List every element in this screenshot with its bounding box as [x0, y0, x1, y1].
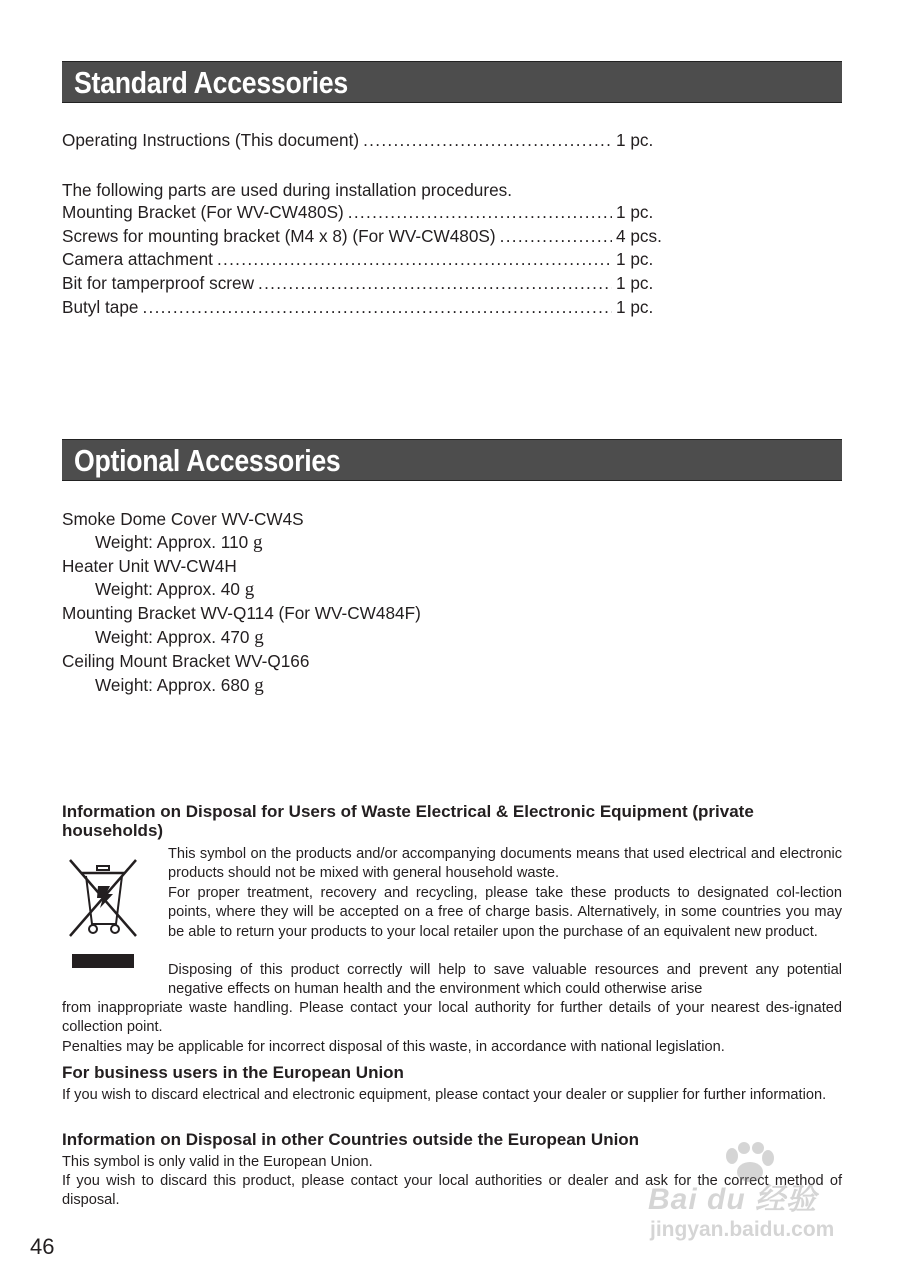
accessory-row [62, 249, 668, 271]
accessory-row [62, 273, 668, 295]
weight-value: Weight: Approx. 110 [95, 532, 249, 552]
accessory-qty: 1 pc. [616, 297, 654, 317]
optional-item-name: Heater Unit WV-CW4H [62, 556, 237, 576]
disposal-heading: Information on Disposal for Users of Waste Electrical & Electronic Equipment (private households) [62, 802, 754, 840]
disposal-paragraph-penalties: Penalties may be applicable for incorrect disposal of this waste, in accordance with national legislation. [62, 1039, 725, 1055]
optional-accessories-title: Optional Accessories [74, 443, 341, 478]
disposal-paragraph-symbol: This symbol on the products and/or accompanying documents means that used electrical and electronic products should not be mixed with general household waste. [168, 846, 842, 882]
accessory-row [62, 202, 668, 224]
disposal-paragraph-resources-cont: from inappropriate waste handling. Please contact your local authority for further details of your nearest des-ignated collection point. [62, 1000, 842, 1036]
accessory-name: Operating Instructions (This document) [62, 130, 360, 150]
other-countries-text-2: If you wish to discard this product, please contact your local authorities or dealer and ask for the correct method of disposal. [62, 1173, 842, 1209]
business-users-text: If you wish to discard electrical and electronic equipment, please contact your dealer or supplier for further information. [62, 1087, 827, 1103]
accessory-qty: 1 pc. [616, 249, 654, 269]
standard-accessories-header [62, 61, 842, 103]
accessory-name: Bit for tamperproof screw [62, 273, 254, 293]
other-countries-text-1: This symbol is only valid in the European Union. [62, 1154, 373, 1170]
standard-accessories-title: Standard Accessories [74, 65, 348, 100]
optional-item-weight [95, 579, 254, 601]
optional-item-name: Mounting Bracket WV-Q114 (For WV-CW484F) [62, 603, 421, 623]
optional-item-weight [95, 675, 264, 697]
disposal-paragraph-treatment: For proper treatment, recovery and recycling, please take these products to designated col-lection points, where they will be accepted on a free of charge basis. Alternatively, in some countries you may be able to return your products to your local retailer upon the purchase of an equivalent new product. [168, 885, 842, 940]
optional-item-weight [95, 627, 264, 649]
accessory-name: Butyl tape [62, 297, 139, 317]
page-number: 46 [30, 1234, 55, 1259]
watermark-logo: Bai du 经验 [648, 1183, 818, 1216]
leader-dots [258, 273, 612, 294]
accessory-row [62, 297, 668, 319]
leader-dots [348, 202, 612, 223]
weight-unit: g [254, 675, 264, 696]
weight-unit: g [254, 627, 264, 648]
optional-item-name: Smoke Dome Cover WV-CW4S [62, 509, 304, 529]
accessory-row [62, 226, 668, 248]
accessory-name: Mounting Bracket (For WV-CW480S) [62, 202, 344, 222]
business-users-heading: For business users in the European Union [62, 1063, 404, 1082]
accessory-row-instructions [62, 130, 668, 152]
other-countries-heading: Information on Disposal in other Countries outside the European Union [62, 1130, 640, 1149]
optional-item-weight [95, 532, 262, 554]
weight-value: Weight: Approx. 40 [95, 579, 240, 599]
accessory-name: Camera attachment [62, 249, 213, 269]
optional-item-name: Ceiling Mount Bracket WV-Q166 [62, 651, 310, 671]
weight-value: Weight: Approx. 470 [95, 627, 250, 647]
weight-unit: g [252, 532, 263, 553]
leader-dots [363, 130, 612, 151]
leader-dots [500, 226, 612, 247]
leader-dots [217, 249, 612, 270]
accessory-qty: 1 pc. [616, 273, 654, 293]
disposal-paragraph-resources: Disposing of this product correctly will help to save valuable resources and prevent any potential negative effects on human health and the environment which could otherwise arise [168, 962, 842, 998]
installation-intro: The following parts are used during installation procedures. [62, 180, 512, 200]
accessory-qty: 1 pc. [616, 130, 654, 150]
leader-dots [142, 297, 612, 318]
watermark-url: jingyan.baidu.com [650, 1218, 835, 1241]
weee-crossed-bin-icon [66, 856, 140, 970]
optional-accessories-header [62, 439, 842, 481]
accessory-qty: 1 pc. [616, 202, 654, 222]
accessory-qty: 4 pcs. [616, 226, 662, 246]
weight-unit: g [244, 579, 255, 600]
accessory-name: Screws for mounting bracket (M4 x 8) (For WV-CW480S) [62, 226, 496, 246]
weight-value: Weight: Approx. 680 [95, 675, 250, 695]
